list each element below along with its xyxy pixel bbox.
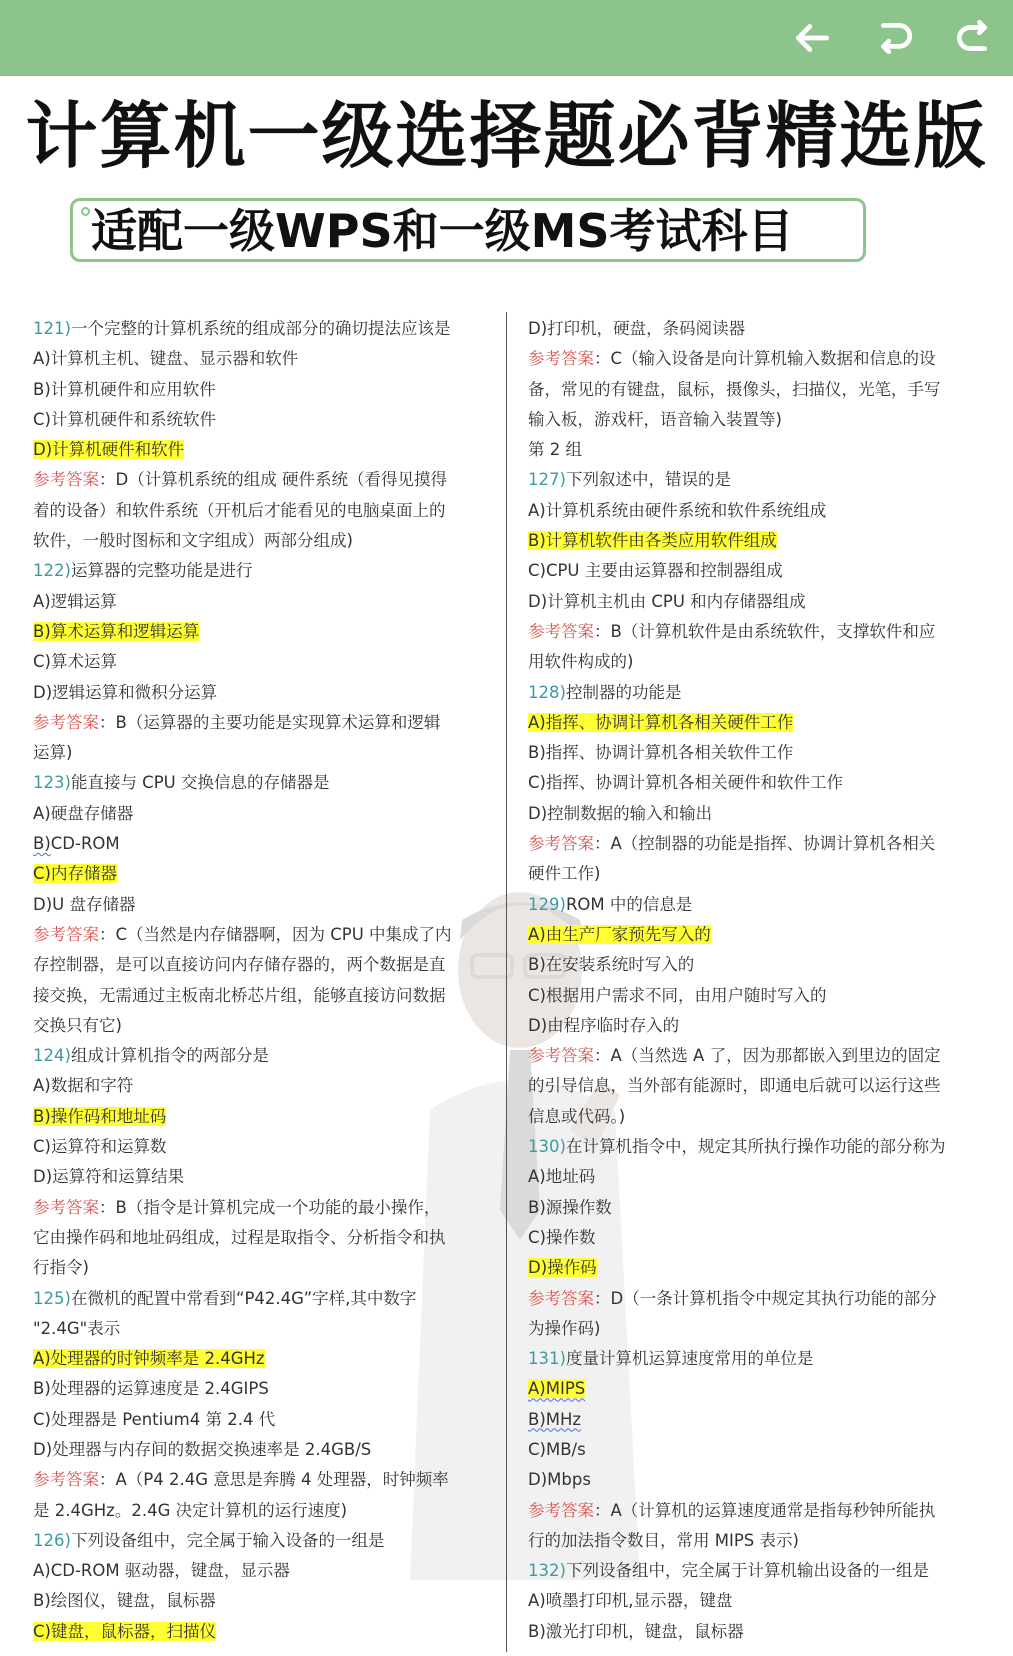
line-text: B)激光打印机，键盘，鼠标器 [528, 1621, 744, 1641]
question-number: 131) [528, 1349, 566, 1369]
text-line [33, 678, 493, 708]
line-text: C)处理器是 Pentium4 第 2.4 代 [33, 1409, 276, 1429]
answer-key-label: 参考答案 [528, 834, 594, 854]
text-line [33, 829, 493, 859]
line-text: D)打印机，硬盘，条码阅读器 [528, 319, 746, 338]
answer-key-label: 参考答案 [33, 924, 99, 944]
line-text: 软件，一般时图标和文字组成）两部分组成) [33, 531, 353, 551]
text-line [33, 1253, 493, 1283]
line-text: ：B（指令是计算机完成一个功能的最小操作， [99, 1197, 441, 1217]
line-text: 度量计算机运算速度常用的单位是 [565, 1349, 814, 1369]
text-line [528, 1132, 988, 1162]
text-line [528, 1374, 988, 1404]
text-line [528, 405, 988, 435]
line-text: B)在安装系统时写入的 [528, 955, 695, 975]
text-line [528, 1344, 988, 1374]
arrow-left-icon[interactable] [788, 14, 836, 62]
question-number: 127) [528, 470, 566, 490]
answer-key-label: 参考答案 [33, 470, 99, 490]
answer-key-label: 参考答案 [528, 349, 594, 369]
text-line [33, 890, 493, 920]
line-text: 备，常见的有键盘，鼠标，摄像头，扫描仪，光笔，手写 [528, 379, 941, 399]
answer-key-label: 参考答案 [528, 1046, 594, 1066]
bullet-dot-icon [81, 207, 90, 216]
line-text: 运算) [33, 743, 73, 763]
line-text: 运算器的完整功能是进行 [70, 561, 253, 581]
text-line [528, 1041, 988, 1071]
line-text: 下列设备组中，完全属于输入设备的一组是 [70, 1530, 385, 1550]
line-text: CD-ROM [50, 834, 120, 854]
line-text: B) [33, 834, 51, 854]
text-line [33, 708, 493, 738]
text-line [33, 920, 493, 950]
text-line [528, 587, 988, 617]
text-line [33, 526, 493, 556]
text-line [33, 647, 493, 677]
line-text: 下列设备组中，完全属于计算机输出设备的一组是 [565, 1561, 929, 1581]
correct-option-highlight: A)指挥、协调计算机各相关硬件工作 [528, 712, 794, 732]
line-text: A)计算机系统由硬件系统和软件系统组成 [528, 500, 827, 520]
correct-option-highlight: D)计算机硬件和软件 [33, 440, 185, 460]
text-line [33, 1586, 493, 1616]
text-line [528, 314, 988, 344]
line-text: 为操作码) [528, 1318, 601, 1338]
text-line [33, 617, 493, 647]
line-text: 输入板，游戏杆，语音输入装置等) [528, 409, 782, 429]
line-text: 行的加法指令数目，常用 MIPS 表示) [528, 1530, 799, 1550]
line-text: A)硬盘存储器 [33, 803, 134, 823]
line-text: 是 2.4GHz。2.4G 决定计算机的运行速度) [33, 1500, 348, 1520]
question-number: 128) [528, 682, 566, 702]
text-line [528, 1223, 988, 1253]
line-text: ：C（输入设备是向计算机输入数据和信息的设 [594, 349, 936, 369]
line-text: 下列叙述中，错误的是 [565, 470, 731, 490]
text-line [528, 526, 988, 556]
text-line [528, 1435, 988, 1465]
line-text: C)根据用户需求不同，由用户随时写入的 [528, 985, 827, 1005]
redo-icon[interactable] [948, 14, 996, 62]
question-number: 123) [33, 773, 71, 793]
correct-option-highlight: D)操作码 [528, 1258, 597, 1278]
column-divider [506, 312, 507, 1652]
line-text: B)MHz [528, 1409, 582, 1429]
text-line [528, 496, 988, 526]
text-line [528, 1284, 988, 1314]
text-line [528, 678, 988, 708]
line-text: ：B（运算器的主要功能是实现算术运算和逻辑 [99, 712, 441, 732]
subtitle-banner [70, 198, 866, 262]
right-question-column [528, 314, 988, 1647]
line-text: 存控制器，是可以直接访问内存储存器的，两个数据是直 [33, 955, 446, 975]
line-text: C)CPU 主要由运算器和控制器组成 [528, 561, 783, 581]
answer-key-label: 参考答案 [528, 1500, 594, 1520]
text-line [528, 344, 988, 374]
text-line [33, 1284, 493, 1314]
text-line [33, 799, 493, 829]
question-number: 126) [33, 1530, 71, 1550]
line-text: 用软件构成的) [528, 652, 634, 672]
line-text: ：A（当然选 A 了，因为那都嵌入到里边的固定 [594, 1046, 941, 1066]
correct-option-highlight: B)计算机软件由各类应用软件组成 [528, 531, 777, 551]
text-line [33, 556, 493, 586]
line-text: 接交换，无需通过主板南北桥芯片组，能够直接访问数据 [33, 985, 446, 1005]
text-line [33, 1102, 493, 1132]
text-line [33, 859, 493, 889]
text-line [33, 1132, 493, 1162]
question-number: 132) [528, 1561, 566, 1581]
line-text: B)指挥、协调计算机各相关软件工作 [528, 743, 794, 763]
correct-option-highlight: B)算术运算和逻辑运算 [33, 621, 200, 641]
line-text: 在微机的配置中常看到“P42.4G”字样,其中数字 [70, 1288, 417, 1308]
page-title: 计算机一级选择题必背精选版 [25, 94, 988, 178]
answer-key-label: 参考答案 [33, 1197, 99, 1217]
line-text: D)Mbps [528, 1470, 591, 1490]
text-line [528, 738, 988, 768]
line-text: C)计算机硬件和系统软件 [33, 409, 216, 429]
line-text: B)计算机硬件和应用软件 [33, 379, 216, 399]
text-line [33, 1314, 493, 1344]
undo-icon[interactable] [870, 14, 918, 62]
text-line [33, 1526, 493, 1556]
answer-key-label: 参考答案 [528, 621, 594, 641]
text-line [33, 1344, 493, 1374]
text-line [528, 465, 988, 495]
line-text: B)源操作数 [528, 1197, 612, 1217]
line-text: A)逻辑运算 [33, 591, 117, 611]
line-text: 它由操作码和地址码组成，过程是取指令、分析指令和执 [33, 1227, 446, 1247]
left-question-column [33, 314, 493, 1647]
correct-option-highlight: A)由生产厂家预先写入的 [528, 924, 711, 944]
answer-key-label: 参考答案 [528, 1288, 594, 1308]
line-text: 硬件工作) [528, 864, 601, 884]
question-number: 125) [33, 1288, 71, 1308]
correct-option-highlight: A)MIPS [528, 1379, 586, 1399]
line-text: 行指令) [33, 1258, 89, 1278]
text-line [528, 1314, 988, 1344]
text-line [33, 1041, 493, 1071]
text-line [33, 587, 493, 617]
line-text: A)喷墨打印机,显示器，键盘 [528, 1591, 733, 1611]
line-text: D)由程序临时存入的 [528, 1015, 680, 1035]
text-line [528, 859, 988, 889]
correct-option-highlight: A)处理器的时钟频率是 2.4GHz [33, 1349, 265, 1369]
top-toolbar [0, 0, 1013, 76]
subtitle-text: 适配一级WPS和一级MS考试科目 [91, 204, 794, 258]
line-text: 一个完整的计算机系统的组成部分的确切提法应该是 [70, 319, 451, 338]
line-text: A)计算机主机、键盘、显示器和软件 [33, 349, 299, 369]
line-text: D)U 盘存储器 [33, 894, 136, 914]
answer-key-label: 参考答案 [33, 712, 99, 732]
text-line [33, 1405, 493, 1435]
line-text: C)MB/s [528, 1439, 586, 1459]
text-line [33, 950, 493, 980]
line-text: D)运算符和运算结果 [33, 1167, 185, 1187]
text-line [528, 1071, 988, 1101]
line-text: C)运算符和运算数 [33, 1137, 167, 1157]
text-line [528, 981, 988, 1011]
text-line [528, 1193, 988, 1223]
line-text: B)处理器的运算速度是 2.4GIPS [33, 1379, 269, 1399]
text-line [528, 1496, 988, 1526]
line-text: ：A（控制器的功能是指挥、协调计算机各相关 [594, 834, 936, 854]
text-line [528, 1102, 988, 1132]
line-text: D)计算机主机由 CPU 和内存储器组成 [528, 591, 806, 611]
text-line [33, 1617, 493, 1647]
text-line [528, 1465, 988, 1495]
answer-key-label: 参考答案 [33, 1470, 99, 1490]
text-line [528, 1162, 988, 1192]
text-line [33, 375, 493, 405]
line-text: ：C（当然是内存储器啊，因为 CPU 中集成了内 [99, 924, 452, 944]
text-line [33, 496, 493, 526]
text-line [528, 435, 988, 465]
line-text: ：B（计算机软件是由系统软件，支撑软件和应 [594, 621, 936, 641]
text-line [33, 981, 493, 1011]
line-text: 能直接与 CPU 交换信息的存储器是 [70, 773, 330, 793]
text-line [33, 1556, 493, 1586]
text-line [528, 708, 988, 738]
line-text: ：A（计算机的运算速度通常是指每秒钟所能执 [594, 1500, 936, 1520]
text-line [528, 1405, 988, 1435]
text-line [528, 1253, 988, 1283]
correct-option-highlight: C)键盘，鼠标器，扫描仪 [33, 1621, 216, 1641]
text-line [33, 465, 493, 495]
question-number: 121) [33, 319, 71, 338]
text-line [33, 1071, 493, 1101]
text-line [528, 829, 988, 859]
text-line [33, 344, 493, 374]
question-number: 130) [528, 1137, 566, 1157]
line-text: D)逻辑运算和微积分运算 [33, 682, 218, 702]
text-line [33, 1223, 493, 1253]
text-line [528, 617, 988, 647]
correct-option-highlight: C)内存储器 [33, 864, 117, 884]
question-number: 122) [33, 561, 71, 581]
line-text: 信息或代码。) [528, 1106, 626, 1126]
text-line [528, 375, 988, 405]
text-line [528, 1011, 988, 1041]
line-text: B)绘图仪，键盘，鼠标器 [33, 1591, 216, 1611]
text-line [33, 1374, 493, 1404]
text-line [33, 1011, 493, 1041]
text-line [528, 950, 988, 980]
text-line [528, 920, 988, 950]
text-line [528, 890, 988, 920]
line-text: 的引导信息，当外部有能源时，即通电后就可以运行这些 [528, 1076, 941, 1096]
line-text: 交换只有它) [33, 1015, 122, 1035]
text-line [33, 738, 493, 768]
text-line [33, 1193, 493, 1223]
line-text: C)操作数 [528, 1227, 596, 1247]
text-line [528, 556, 988, 586]
line-text: 第 2 组 [528, 440, 582, 460]
line-text: D)控制数据的输入和输出 [528, 803, 713, 823]
text-line [33, 314, 493, 344]
line-text: C)算术运算 [33, 652, 117, 672]
text-line [33, 435, 493, 465]
line-text: C)指挥、协调计算机各相关硬件和软件工作 [528, 773, 843, 793]
line-text: A)CD-ROM 驱动器，键盘，显示器 [33, 1561, 290, 1581]
text-line [528, 1526, 988, 1556]
text-line [528, 768, 988, 798]
text-line [528, 647, 988, 677]
text-line [33, 768, 493, 798]
line-text: ：D（计算机系统的组成 硬件系统（看得见摸得 [99, 470, 447, 490]
text-line [528, 799, 988, 829]
question-number: 129) [528, 894, 566, 914]
line-text: "2.4G"表示 [33, 1318, 121, 1338]
text-line [528, 1586, 988, 1616]
line-text: 控制器的功能是 [565, 682, 682, 702]
line-text: ：A（P4 2.4G 意思是奔腾 4 处理器，时钟频率 [99, 1470, 449, 1490]
text-line [33, 1465, 493, 1495]
correct-option-highlight: B)操作码和地址码 [33, 1106, 167, 1126]
text-line [33, 1435, 493, 1465]
line-text: 在计算机指令中，规定其所执行操作功能的部分称为 [565, 1137, 946, 1157]
text-line [528, 1617, 988, 1647]
line-text: D)处理器与内存间的数据交换速率是 2.4GB/S [33, 1439, 372, 1459]
text-line [528, 1556, 988, 1586]
text-line [33, 405, 493, 435]
line-text: ：D（一条计算机指令中规定其执行功能的部分 [594, 1288, 937, 1308]
question-number: 124) [33, 1046, 71, 1066]
line-text: A)数据和字符 [33, 1076, 134, 1096]
line-text: 着的设备）和软件系统（开机后才能看见的电脑桌面上的 [33, 500, 446, 520]
line-text: 组成计算机指令的两部分是 [70, 1046, 269, 1066]
line-text: A)地址码 [528, 1167, 596, 1187]
text-line [33, 1496, 493, 1526]
line-text: ROM 中的信息是 [565, 894, 693, 914]
text-line [33, 1162, 493, 1192]
